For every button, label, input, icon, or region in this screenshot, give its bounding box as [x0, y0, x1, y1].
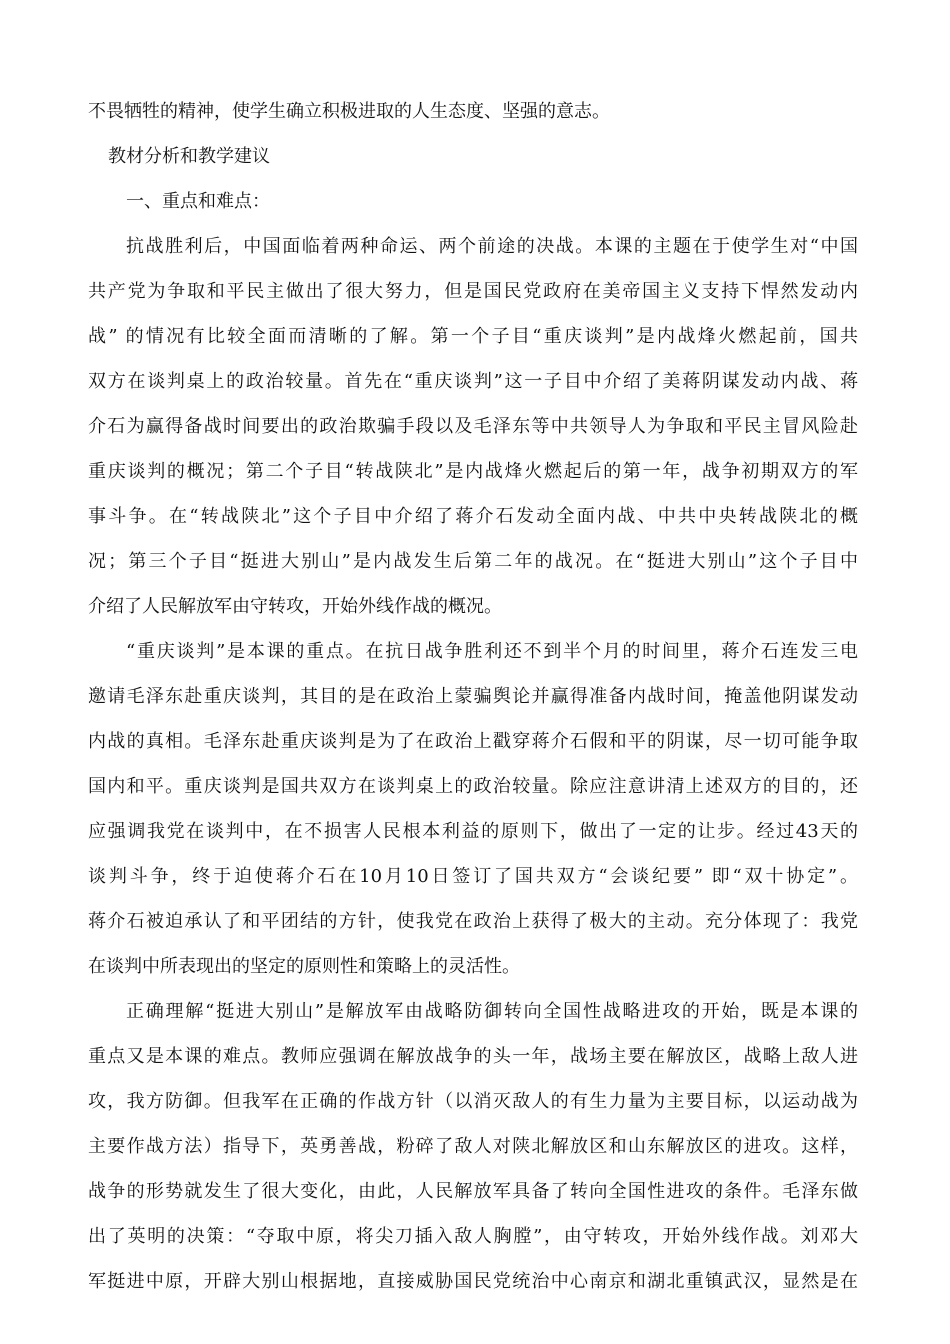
text-line-9: 重庆谈判的概况；第二个子目“转战陕北”是内战烽火燃起后的第一年，战争初期双方的军	[88, 461, 858, 482]
text-line-8: 介石为赢得备战时间要出的政治欺骗手段以及毛泽东等中共领导人为争取和平民主冒风险赴	[88, 416, 858, 437]
text-line-14: 邀请毛泽东赴重庆谈判，其目的是在政治上蒙骗舆论并赢得准备内战时间，掩盖他阴谋发动	[88, 686, 858, 707]
text-line-19: 蒋介石被迫承认了和平团结的方针，使我党在政治上获得了极大的主动。充分体现了：我党	[88, 911, 858, 932]
text-line-11: 况；第三个子目“挺进大别山”是内战发生后第二年的战况。在“挺进大别山”这个子目中	[88, 551, 858, 572]
text-line-13: “重庆谈判”是本课的重点。在抗日战争胜利还不到半个月的时间里，蒋介石连发三电	[126, 641, 858, 662]
text-line-17: 应强调我党在谈判中，在不损害人民根本利益的原则下，做出了一定的让步。经过43天的	[88, 821, 858, 842]
text-line-16: 国内和平。重庆谈判是国共双方在谈判桌上的政治较量。除应注意讲清上述双方的目的，还	[88, 776, 858, 797]
text-line-25: 战争的形势就发生了很大变化，由此，人民解放军具备了转向全国性进攻的条件。毛泽东做	[88, 1181, 858, 1202]
text-line-20: 在谈判中所表现出的坚定的原则性和策略上的灵活性。	[88, 956, 520, 977]
text-line-18: 谈判斗争，终于迫使蒋介石在10月10日签订了国共双方“会谈纪要” 即“双十协定”。	[88, 866, 858, 887]
text-line-12: 介绍了人民解放军由守转攻，开始外线作战的概况。	[88, 596, 502, 617]
section-heading: 教材分析和教学建议	[108, 146, 270, 167]
subsection-heading: 一、重点和难点：	[126, 191, 270, 212]
text-line-4: 抗战胜利后，中国面临着两种命运、两个前途的决战。本课的主题在于使学生对“中国	[126, 236, 858, 257]
text-line-6: 战” 的情况有比较全面而清晰的了解。第一个子目“重庆谈判”是内战烽火燃起前，国共	[88, 326, 858, 347]
text-line-10: 事斗争。在“转战陕北”这个子目中介绍了蒋介石发动全面内战、中共中央转战陕北的概	[88, 506, 858, 527]
text-line-21: 正确理解“挺进大别山”是解放军由战略防御转向全国性战略进攻的开始，既是本课的	[126, 1001, 858, 1022]
text-line-15: 内战的真相。毛泽东赴重庆谈判是为了在政治上戳穿蒋介石假和平的阴谋，尽一切可能争取	[88, 731, 858, 752]
text-line-23: 攻，我方防御。但我军在正确的作战方针（以消灭敌人的有生力量为主要目标，以运动战为	[88, 1091, 858, 1112]
text-line-26: 出了英明的决策：“夺取中原，将尖刀插入敌人胸膛”，由守转攻，开始外线作战。刘邓大	[88, 1226, 858, 1247]
text-line-5: 共产党为争取和平民主做出了很大努力，但是国民党政府在美帝国主义支持下悍然发动内	[88, 281, 858, 302]
text-line-7: 双方在谈判桌上的政治较量。首先在“重庆谈判”这一子目中介绍了美蒋阴谋发动内战、蒋	[88, 371, 858, 392]
text-line-22: 重点又是本课的难点。教师应强调在解放战争的头一年，战场主要在解放区，战略上敌人进	[88, 1046, 858, 1067]
text-line-24: 主要作战方法）指导下，英勇善战，粉碎了敌人对陕北解放区和山东解放区的进攻。这样，	[88, 1136, 858, 1157]
text-line-1: 不畏牺牲的精神，使学生确立积极进取的人生态度、坚强的意志。	[88, 101, 610, 122]
text-line-27: 军挺进中原，开辟大别山根据地，直接威胁国民党统治中心南京和湖北重镇武汉，显然是在	[88, 1271, 858, 1292]
